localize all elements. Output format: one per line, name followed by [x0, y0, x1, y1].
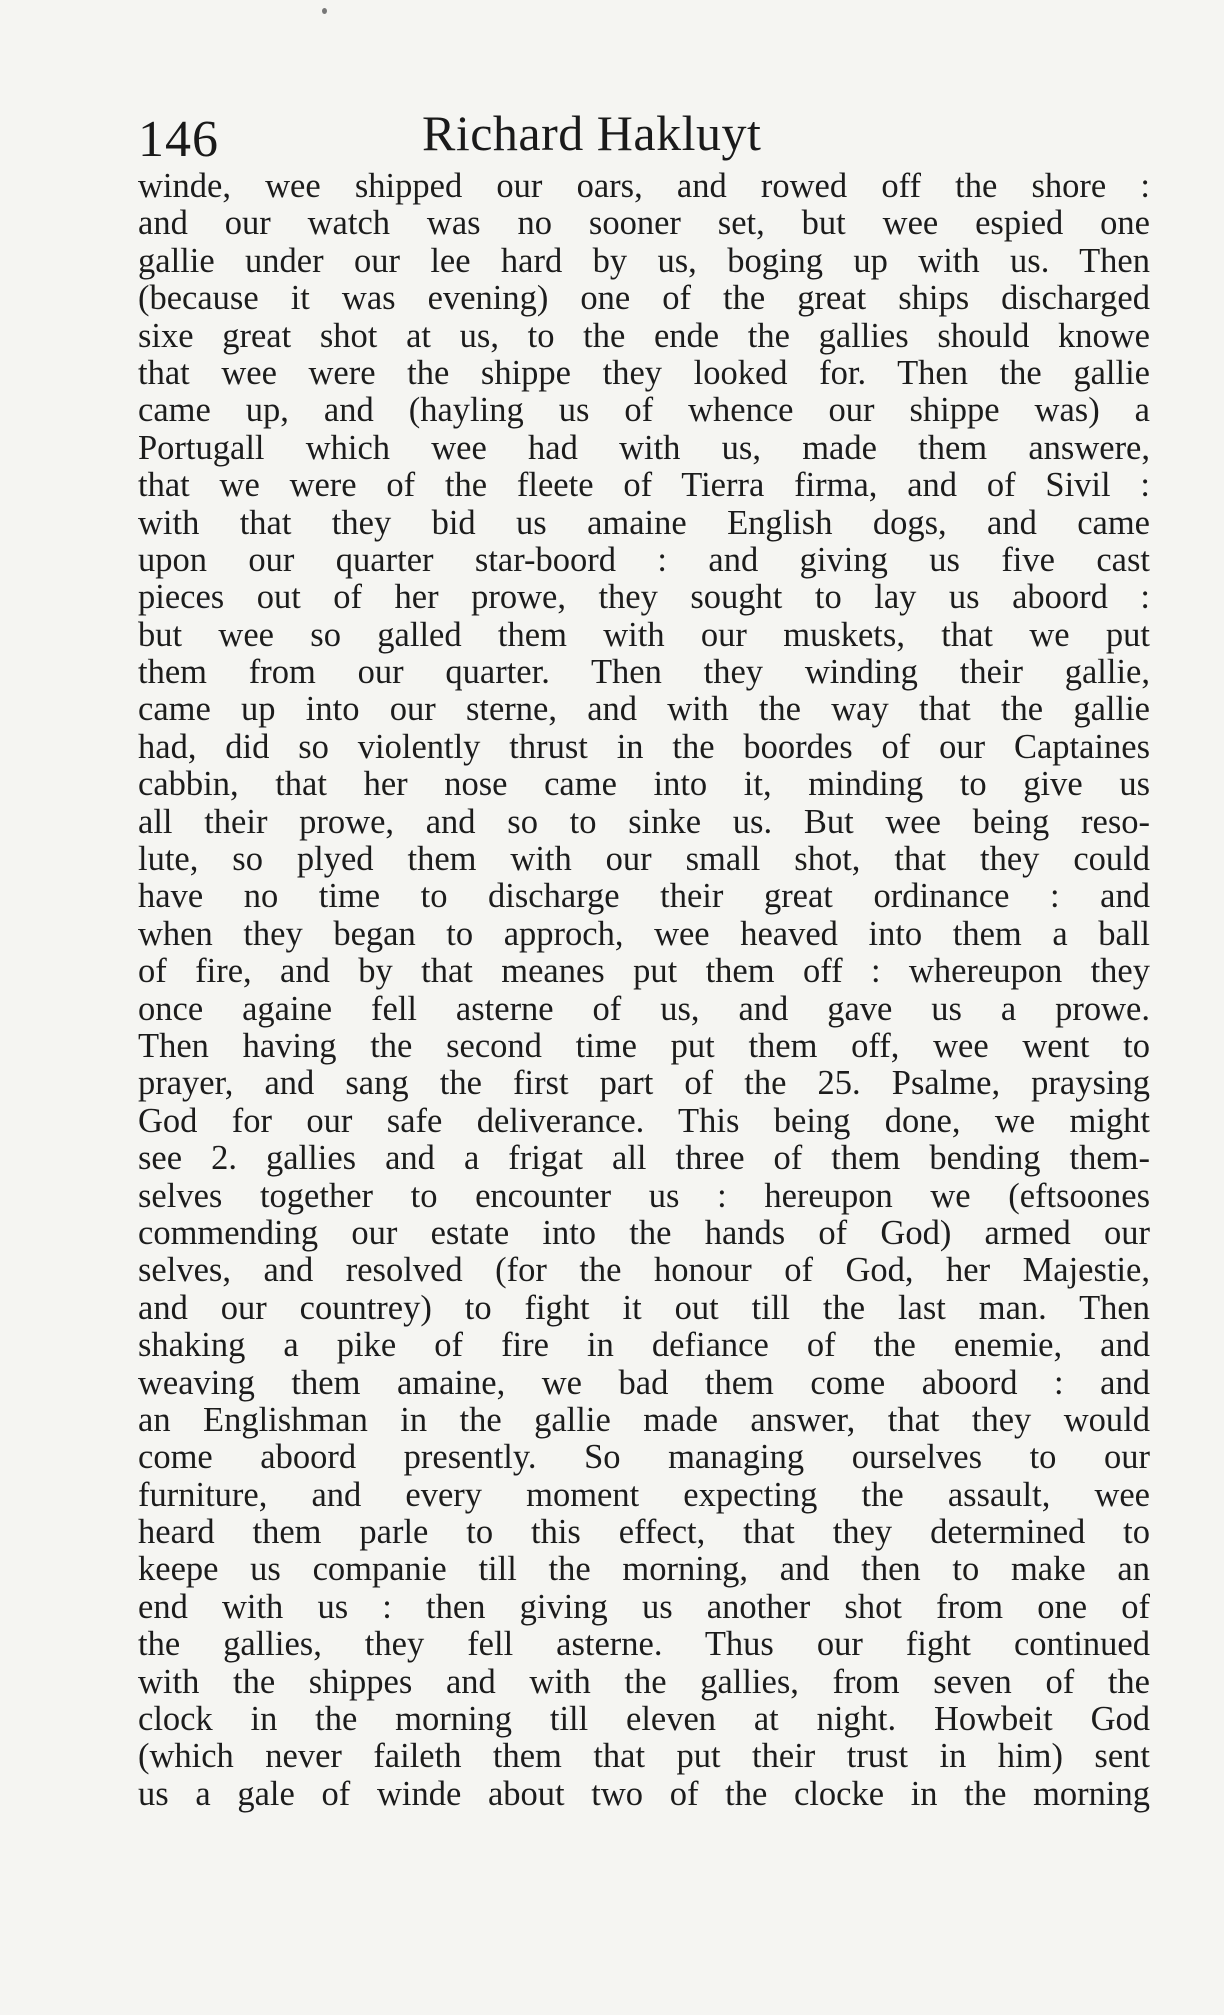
text-line: and our watch was no sooner set, but wee espied one [138, 204, 1150, 243]
text-line: that wee were the shippe they looked for. Then the gallie [138, 353, 1150, 392]
text-line: furniture, and every moment expecting the assault, wee [138, 1475, 1150, 1514]
text-line: God for our safe deliverance. This being done, we might [138, 1101, 1150, 1140]
running-title: Richard Hakluyt [422, 105, 762, 161]
text-line: with the shippes and with the gallies, from seven of the [138, 1662, 1150, 1701]
text-line: them from our quarter. Then they winding their gallie, [138, 653, 1150, 692]
text-line: keepe us companie till the morning, and then to make an [138, 1550, 1150, 1589]
text-line: with that they bid us amaine English dogs, and came [138, 503, 1150, 542]
running-head [138, 104, 1148, 174]
text-line: prayer, and sang the first part of the 25. Psalme, praysing [138, 1064, 1150, 1103]
text-line: gallie under our lee hard by us, boging up with us. Then [138, 241, 1150, 280]
text-line: see 2. gallies and a frigat all three of them bending them- [138, 1139, 1150, 1178]
text-line: when they began to approch, wee heaved into them a ball [138, 914, 1150, 953]
text-line: cabbin, that her nose came into it, minding to give us [138, 765, 1150, 804]
text-line: us a gale of winde about two of the clocke in the morning [138, 1774, 1150, 1813]
text-line: came up into our sterne, and with the way that the gallie [138, 690, 1150, 729]
body-text [138, 168, 1150, 1813]
text-line: an Englishman in the gallie made answer, that they would [138, 1400, 1150, 1439]
text-line: Then having the second time put them off, wee went to [138, 1026, 1150, 1065]
text-line: sixe great shot at us, to the ende the gallies should knowe [138, 316, 1150, 355]
text-line: (which never faileth them that put their trust in him) sent [138, 1737, 1150, 1776]
ink-speck [322, 8, 327, 14]
text-line: end with us : then giving us another shot from one of [138, 1587, 1150, 1626]
text-line: the gallies, they fell asterne. Thus our fight continued [138, 1625, 1150, 1664]
text-line: and our countrey) to fight it out till the last man. Then [138, 1288, 1150, 1327]
text-line: weaving them amaine, we bad them come aboord : and [138, 1363, 1150, 1402]
text-line: heard them parle to this effect, that they determined to [138, 1513, 1150, 1552]
text-line: upon our quarter star-boord : and giving us five cast [138, 540, 1150, 579]
text-line: once againe fell asterne of us, and gave us a prowe. [138, 989, 1150, 1028]
text-line: (because it was evening) one of the great ships discharged [138, 279, 1150, 318]
text-line: that we were of the fleete of Tierra firma, and of Sivil : [138, 466, 1150, 505]
text-line: lute, so plyed them with our small shot, that they could [138, 840, 1150, 879]
text-line: all their prowe, and so to sinke us. But wee being reso- [138, 802, 1150, 841]
text-line: came up, and (hayling us of whence our shippe was) a [138, 391, 1150, 430]
text-line: pieces out of her prowe, they sought to lay us aboord : [138, 578, 1150, 617]
text-line: commending our estate into the hands of God) armed our [138, 1213, 1150, 1252]
text-line: have no time to discharge their great ordinance : and [138, 877, 1150, 916]
text-line: Portugall which wee had with us, made them answere, [138, 428, 1150, 467]
text-line: but wee so galled them with our muskets, that we put [138, 615, 1150, 654]
text-line: come aboord presently. So managing ourselves to our [138, 1438, 1150, 1477]
text-line: shaking a pike of fire in defiance of the enemie, and [138, 1326, 1150, 1365]
page-number: 146 [138, 111, 219, 168]
text-line: winde, wee shipped our oars, and rowed off the shore : [138, 167, 1150, 205]
text-line: selves, and resolved (for the honour of God, her Majestie, [138, 1251, 1150, 1290]
text-line: had, did so violently thrust in the boordes of our Captaines [138, 727, 1150, 766]
text-line: selves together to encounter us : hereupon we (eftsoones [138, 1176, 1150, 1215]
text-line: of fire, and by that meanes put them off : whereupon they [138, 952, 1150, 991]
text-line: clock in the morning till eleven at night. Howbeit God [138, 1700, 1150, 1739]
